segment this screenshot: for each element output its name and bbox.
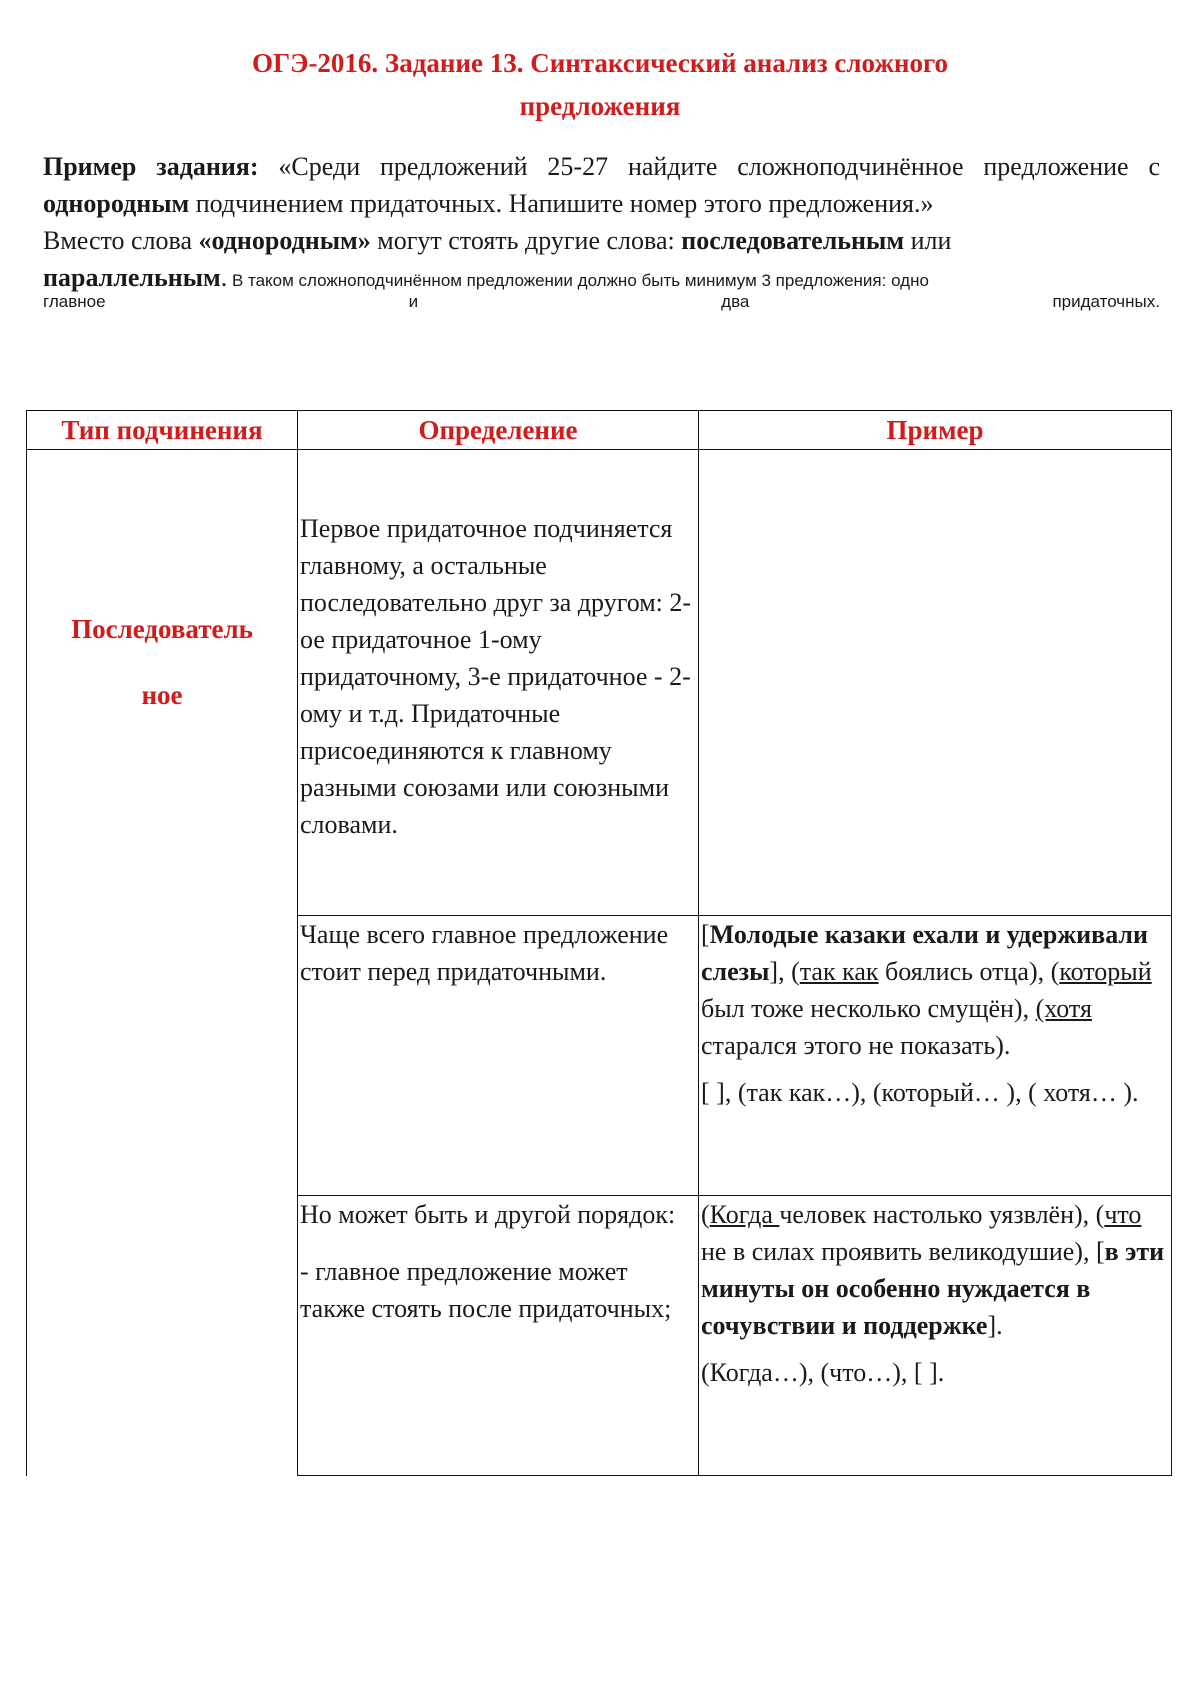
- page-title: [120, 42, 1080, 128]
- replace-bold: последовательным: [681, 226, 905, 255]
- small-note: В таком сложноподчинённом предложении должно быть минимум 3 предложения: одно: [227, 271, 929, 290]
- replace-text: .: [220, 263, 228, 292]
- example-sentence: [699, 1196, 1171, 1344]
- title-line-1: ОГЭ-2016. Задание 13. Синтаксический анализ сложного: [251, 48, 949, 78]
- replace-text: Вместо слова: [43, 226, 199, 255]
- conjunction: Когда: [709, 1200, 780, 1229]
- main-clause: в эти минуты он особенно нуждается в сочувствии и поддержке: [701, 1237, 1165, 1340]
- text: старался этого не показать).: [701, 1031, 1011, 1060]
- definition-text: Первое придаточное подчиняется главному, а остальные последовательно друг за другом: 2-ое придаточное 1-ому придаточному, 3-е придаточное - 2-ому и т.д. Придаточные присоединяются к главному разными союзами или союзными словами.: [300, 514, 692, 839]
- text: (: [701, 1200, 710, 1229]
- note-word: главное: [43, 292, 106, 311]
- intro-block: [43, 148, 1160, 313]
- definition-cell: [298, 916, 699, 1196]
- example-bold: однородным: [43, 189, 190, 218]
- replace-bold: «однородным»: [198, 226, 371, 255]
- title-line-2: предложения: [519, 91, 681, 121]
- conjunction: (хотя: [1035, 994, 1092, 1023]
- subordination-table: [26, 410, 1172, 1476]
- note-word: и: [408, 292, 419, 311]
- table-header-row: [27, 411, 1172, 450]
- type-name: [27, 596, 297, 728]
- text: ], (: [769, 957, 800, 986]
- text: не в силах проявить великодушие), [: [701, 1237, 1105, 1266]
- definition-text: Чаще всего главное предложение стоит перед придаточными.: [300, 920, 669, 986]
- example-scheme: [ ], (так как…), (который… ), ( хотя… ).: [701, 1078, 1139, 1107]
- text: [: [701, 920, 710, 949]
- text: человек настолько уязвлён), (: [779, 1200, 1105, 1229]
- header-definition: Определение: [298, 411, 699, 450]
- example-scheme: (Когда…), (что…), [ ].: [701, 1358, 945, 1387]
- text: ].: [987, 1311, 1003, 1340]
- replace-bold: параллельным: [43, 263, 221, 292]
- table-row: [27, 450, 1172, 916]
- type-cell: [27, 450, 298, 1476]
- header-type: Тип подчинения: [27, 411, 298, 450]
- example-text-end: подчинением придаточных. Напишите номер этого предложения.»: [189, 189, 934, 218]
- type-name-line: ное: [141, 680, 183, 710]
- definition-text: - главное предложение может также стоять после придаточных;: [300, 1257, 672, 1323]
- replace-text: могут стоять другие слова:: [370, 226, 682, 255]
- main-clause: Молодые казаки ехали и удерживали слезы: [701, 920, 1148, 986]
- definition-cell: [298, 1196, 699, 1476]
- header-example: Пример: [699, 411, 1172, 450]
- example-cell: [699, 916, 1172, 1196]
- text: боялись отца), (: [878, 957, 1060, 986]
- note-word: придаточных.: [1052, 292, 1160, 311]
- example-label: Пример задания:: [43, 152, 259, 181]
- example-cell: [699, 1196, 1172, 1476]
- type-name-line: Последователь: [71, 614, 253, 644]
- example-task: [43, 148, 1160, 222]
- conjunction: так как: [799, 957, 879, 986]
- definition-cell: [298, 450, 699, 916]
- conjunction: который: [1059, 957, 1152, 986]
- example-sentence: [699, 916, 1171, 1064]
- example-text: «Среди предложений 25-27 найдите сложноподчинённое предложение с: [258, 152, 1160, 181]
- conjunction: что: [1104, 1200, 1142, 1229]
- text: был тоже несколько смущён),: [701, 994, 1036, 1023]
- replace-note: [43, 222, 1160, 259]
- example-cell-empty: [699, 450, 1172, 916]
- replace-text: или: [904, 226, 952, 255]
- definition-text: Но может быть и другой порядок:: [300, 1200, 676, 1229]
- note-word: два: [721, 292, 750, 311]
